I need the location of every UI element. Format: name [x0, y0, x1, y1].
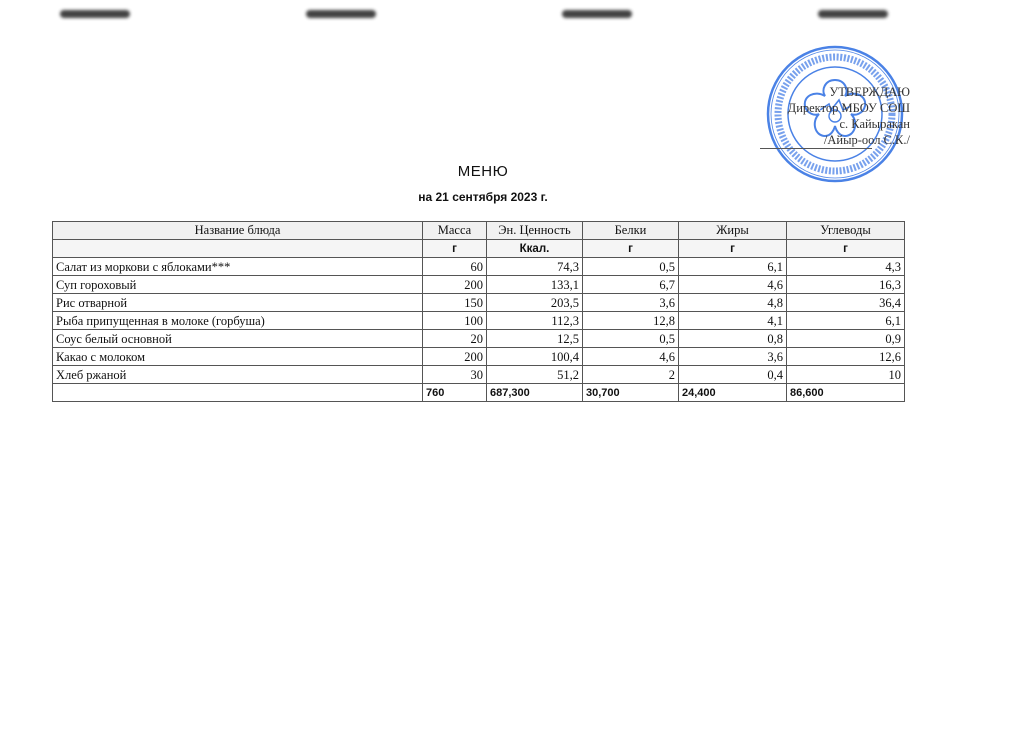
totals-row	[53, 384, 905, 402]
table-units-row	[53, 240, 905, 258]
dish-fat: 6,1	[679, 258, 787, 276]
dish-carbs: 16,3	[787, 276, 905, 294]
col-header-carbs: Углеводы	[787, 222, 905, 240]
table-row	[53, 276, 905, 294]
approval-village: с. Кайыракан	[839, 117, 910, 131]
dish-protein: 3,6	[583, 294, 679, 312]
total-carbs: 86,600	[787, 384, 905, 402]
signature-line	[760, 148, 872, 149]
dish-name: Суп гороховый	[53, 276, 423, 294]
total-mass: 760	[423, 384, 487, 402]
dish-name: Рыба припущенная в молоке (горбуша)	[53, 312, 423, 330]
dish-mass: 60	[423, 258, 487, 276]
dish-mass: 100	[423, 312, 487, 330]
dish-energy: 74,3	[487, 258, 583, 276]
dish-energy: 51,2	[487, 366, 583, 384]
dish-energy: 112,3	[487, 312, 583, 330]
scan-artifact	[306, 10, 376, 18]
dish-name: Соус белый основной	[53, 330, 423, 348]
col-header-energy: Эн. Ценность	[487, 222, 583, 240]
unit-fat: г	[679, 240, 787, 258]
col-header-protein: Белки	[583, 222, 679, 240]
dish-carbs: 10	[787, 366, 905, 384]
dish-energy: 133,1	[487, 276, 583, 294]
unit-energy: Ккал.	[487, 240, 583, 258]
unit-name	[53, 240, 423, 258]
dish-energy: 100,4	[487, 348, 583, 366]
col-header-name: Название блюда	[53, 222, 423, 240]
approval-block	[760, 84, 910, 148]
dish-fat: 3,6	[679, 348, 787, 366]
col-header-fat: Жиры	[679, 222, 787, 240]
approval-heading: УТВЕРЖДАЮ	[829, 85, 910, 99]
dish-fat: 4,1	[679, 312, 787, 330]
dish-protein: 0,5	[583, 330, 679, 348]
table-row	[53, 294, 905, 312]
dish-energy: 203,5	[487, 294, 583, 312]
table-header-row	[53, 222, 905, 240]
dish-carbs: 0,9	[787, 330, 905, 348]
dish-mass: 200	[423, 348, 487, 366]
unit-carbs: г	[787, 240, 905, 258]
dish-mass: 30	[423, 366, 487, 384]
dish-name: Рис отварной	[53, 294, 423, 312]
scan-artifact	[818, 10, 888, 18]
dish-mass: 150	[423, 294, 487, 312]
dish-carbs: 6,1	[787, 312, 905, 330]
dish-protein: 12,8	[583, 312, 679, 330]
dish-protein: 6,7	[583, 276, 679, 294]
table-row	[53, 330, 905, 348]
approval-position: Директор МБОУ СОШ	[787, 101, 910, 115]
total-fat: 24,400	[679, 384, 787, 402]
table-row	[53, 366, 905, 384]
page-title: МЕНЮ	[457, 163, 509, 180]
menu-table	[52, 221, 905, 402]
total-label	[53, 384, 423, 402]
dish-fat: 0,8	[679, 330, 787, 348]
unit-protein: г	[583, 240, 679, 258]
dish-mass: 200	[423, 276, 487, 294]
dish-carbs: 36,4	[787, 294, 905, 312]
scan-artifact	[60, 10, 130, 18]
total-protein: 30,700	[583, 384, 679, 402]
dish-mass: 20	[423, 330, 487, 348]
dish-fat: 0,4	[679, 366, 787, 384]
unit-mass: г	[423, 240, 487, 258]
dish-name: Салат из моркови с яблоками***	[53, 258, 423, 276]
dish-fat: 4,6	[679, 276, 787, 294]
dish-carbs: 4,3	[787, 258, 905, 276]
page-date: на 21 сентября 2023 г.	[418, 190, 548, 204]
dish-name: Какао с молоком	[53, 348, 423, 366]
dish-energy: 12,5	[487, 330, 583, 348]
approval-signatory: /Айыр-оол С.К./	[823, 133, 910, 147]
dish-protein: 4,6	[583, 348, 679, 366]
col-header-mass: Масса	[423, 222, 487, 240]
dish-carbs: 12,6	[787, 348, 905, 366]
dish-name: Хлеб ржаной	[53, 366, 423, 384]
table-row	[53, 312, 905, 330]
dish-fat: 4,8	[679, 294, 787, 312]
scan-artifact	[562, 10, 632, 18]
table-row	[53, 348, 905, 366]
table-row	[53, 258, 905, 276]
dish-protein: 0,5	[583, 258, 679, 276]
dish-protein: 2	[583, 366, 679, 384]
total-energy: 687,300	[487, 384, 583, 402]
